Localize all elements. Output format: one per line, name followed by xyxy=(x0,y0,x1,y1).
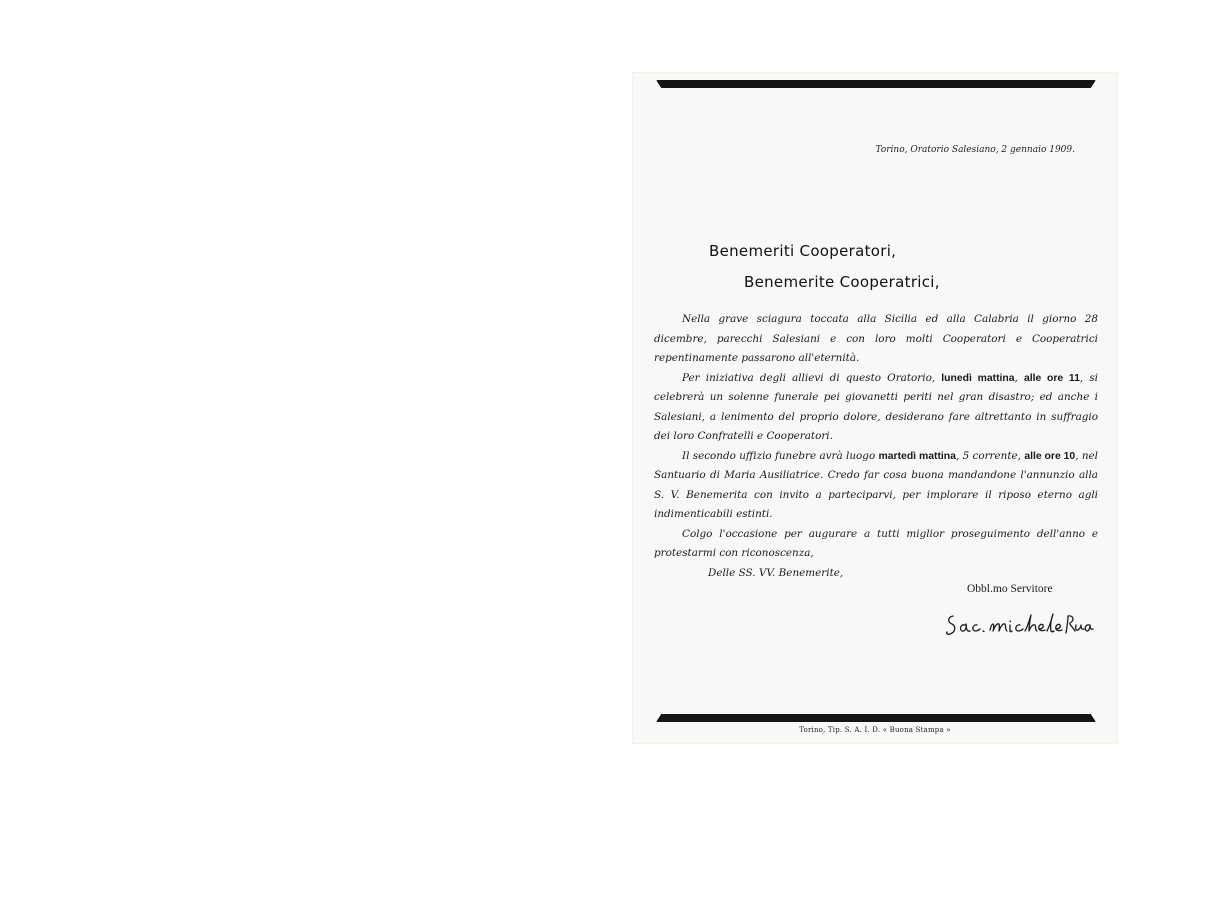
paragraph-3-text-2: , 5 corrente, xyxy=(955,449,1025,462)
paragraph-4: Colgo l'occasione per augurare a tutti miglior proseguimento dell'anno e protestarmi con riconoscenza, xyxy=(654,527,1098,559)
paragraph-3-text-1: Il secondo uffizio funebre avrà luogo xyxy=(682,449,879,462)
paragraph-3-bold-2: alle ore 10 xyxy=(1024,450,1076,462)
letter-body xyxy=(654,310,1098,564)
dateline: Torino, Oratorio Salesiano, 2 gennaio 1909. xyxy=(875,145,1075,155)
bottom-black-rule xyxy=(656,714,1096,722)
paragraph-3-text-3: , nel Santuario di Maria Ausiliatrice. Credo far cosa buona mandandone l'annunzio alla S. V. Benemerita con invito a parteciparvi, per implorare il riposo eterno agli indimenticabili estinti. xyxy=(654,449,1098,520)
paragraph-2-text-2: , xyxy=(1014,371,1024,384)
letter-page xyxy=(632,72,1118,744)
paragraph-2-bold-2: alle ore 11 xyxy=(1023,372,1080,384)
paragraph-2-bold-1: lunedì mattina xyxy=(941,372,1015,384)
paragraph-2-text-3: , si celebrerà un solenne funerale pei giovanetti periti nel gran disastro; ed anche i Salesiani, a lenimento del proprio dolore, desiderano fare altrettanto in suffragio dei loro Confratelli e Cooperatori. xyxy=(654,371,1098,442)
handwritten-signature xyxy=(944,608,1094,642)
paragraph-2-text-1: Per iniziativa degli allievi di questo Oratorio, xyxy=(682,371,942,384)
salutation-cooperatori: Benemeriti Cooperatori, xyxy=(709,242,897,260)
paragraph-2 xyxy=(654,369,1098,447)
paragraph-1: Nella grave sciagura toccata alla Sicilia ed alla Calabria il giorno 28 dicembre, parecchi Salesiani e con loro molti Cooperatori e Cooperatrici repentinamente passarono all'eternità. xyxy=(654,313,1098,364)
salutation-cooperatrici: Benemerite Cooperatrici, xyxy=(744,273,940,291)
top-black-rule xyxy=(656,80,1096,88)
servant-formula: Obbl.mo Servitore xyxy=(967,583,1053,595)
paragraph-3-bold-1: martedì mattina xyxy=(878,450,956,462)
closing-formula: Delle SS. VV. Benemerite, xyxy=(708,567,844,579)
paragraph-3 xyxy=(654,447,1098,525)
printer-imprint: Torino, Tip. S. A. I. D. « Buona Stampa » xyxy=(799,726,951,734)
